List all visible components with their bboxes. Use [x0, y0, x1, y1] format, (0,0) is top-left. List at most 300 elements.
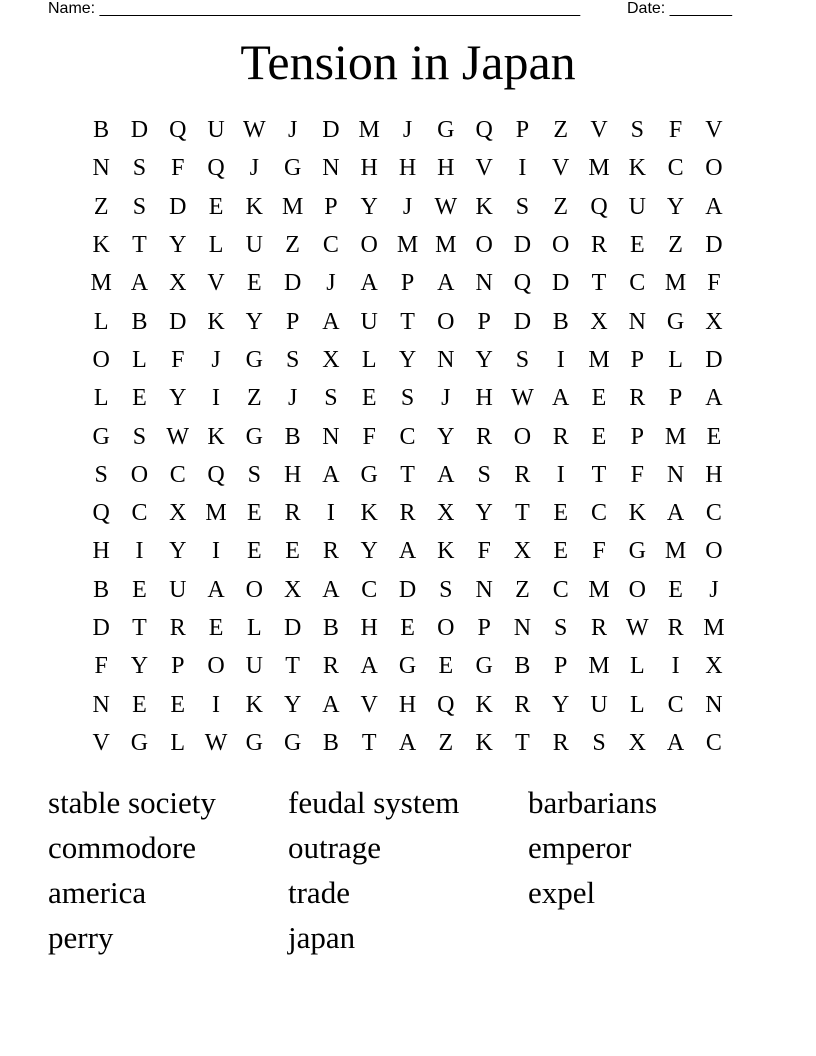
grid-letter: P: [285, 308, 300, 335]
grid-letter: E: [247, 538, 262, 565]
grid-letter: K: [360, 500, 378, 527]
grid-letter: S: [324, 385, 338, 412]
grid-letter: O: [705, 538, 723, 565]
word-list-item: stable society: [48, 785, 216, 820]
grid-letter: Y: [666, 193, 685, 220]
grid-letter: M: [396, 232, 419, 259]
grid-letter: J: [402, 193, 413, 220]
grid-letter: Z: [668, 232, 683, 259]
grid-letter: O: [628, 576, 646, 603]
grid-letter: R: [629, 385, 646, 412]
grid-letter: O: [475, 232, 493, 259]
word-list-item: america: [48, 875, 147, 910]
grid-letter: V: [475, 155, 493, 182]
grid-letter: C: [131, 500, 148, 527]
grid-letter: K: [207, 308, 225, 335]
grid-letter: Y: [398, 346, 417, 373]
grid-letter: Y: [169, 538, 187, 565]
grid-letter: A: [130, 270, 149, 297]
grid-letter: O: [245, 576, 263, 603]
grid-letter: D: [513, 232, 532, 259]
grid-letter: R: [399, 500, 416, 527]
grid-letter: Q: [169, 117, 187, 144]
grid-letter: X: [590, 308, 608, 335]
grid-letter: J: [249, 155, 259, 182]
word-list-item: expel: [528, 875, 596, 910]
grid-letter: H: [360, 615, 378, 641]
grid-letter: Y: [169, 385, 187, 412]
grid-letter: O: [130, 461, 149, 488]
grid-row: [82, 302, 733, 340]
grid-letter: R: [514, 691, 531, 718]
grid-letter: Z: [553, 193, 569, 220]
grid-letter: P: [400, 270, 415, 297]
grid-letter: B: [552, 308, 569, 335]
grid-letter: C: [705, 729, 722, 756]
grid-letter: A: [322, 308, 340, 335]
grid-letter: A: [322, 691, 340, 718]
grid-letter: E: [208, 193, 224, 220]
grid-letter: M: [664, 538, 687, 565]
grid-letter: E: [668, 576, 683, 603]
grid-letter: U: [245, 232, 263, 259]
grid-letter: R: [476, 423, 493, 450]
word-list: [48, 780, 768, 960]
grid-letter: G: [245, 423, 263, 450]
grid-letter: E: [438, 653, 454, 680]
grid-letter: B: [93, 117, 110, 144]
grid-letter: D: [130, 117, 149, 144]
grid-letter: E: [285, 538, 300, 565]
grid-letter: O: [207, 653, 225, 680]
grid-letter: A: [552, 385, 570, 412]
grid-letter: T: [132, 615, 147, 641]
grid-letter: V: [705, 117, 723, 144]
grid-letter: Q: [207, 155, 225, 182]
word-list-item: trade: [288, 875, 350, 910]
grid-letter: B: [131, 308, 148, 335]
grid-letter: B: [322, 615, 339, 641]
grid-letter: X: [628, 729, 646, 756]
grid-letter: I: [556, 346, 565, 373]
grid-letter: P: [515, 117, 530, 144]
grid-row: [82, 341, 733, 379]
grid-letter: F: [592, 538, 606, 565]
grid-letter: K: [475, 729, 493, 756]
grid-letter: F: [94, 653, 108, 680]
grid-letter: J: [287, 117, 298, 144]
grid-letter: L: [629, 691, 645, 718]
grid-letter: H: [398, 691, 417, 718]
grid-letter: L: [170, 729, 186, 756]
grid-letter: E: [400, 615, 415, 641]
grid-letter: W: [511, 385, 534, 412]
grid-letter: T: [361, 729, 377, 756]
grid-letter: C: [667, 155, 684, 182]
grid-letter: E: [247, 500, 262, 527]
grid-letter: D: [169, 308, 187, 335]
grid-letter: Q: [92, 500, 110, 527]
grid-letter: G: [437, 117, 455, 144]
grid-row: [82, 532, 733, 570]
grid-letter: S: [247, 461, 262, 488]
grid-letter: G: [245, 729, 263, 756]
grid-letter: F: [707, 270, 721, 297]
grid-letter: Z: [285, 232, 300, 259]
grid-letter: S: [132, 193, 147, 220]
grid-letter: J: [211, 346, 221, 373]
grid-letter: I: [326, 500, 335, 527]
word-list-item: japan: [288, 920, 356, 955]
grid-letter: H: [92, 538, 110, 565]
grid-letter: X: [513, 538, 532, 565]
grid-letter: L: [132, 346, 147, 373]
worksheet-header: [48, 0, 742, 20]
grid-letter: I: [135, 538, 144, 565]
grid-letter: C: [552, 576, 569, 603]
grid-letter: D: [705, 232, 723, 259]
grid-letter: R: [284, 500, 301, 527]
grid-letter: X: [705, 653, 723, 680]
grid-letter: M: [358, 117, 380, 144]
grid-letter: O: [360, 232, 378, 259]
grid-letter: N: [513, 615, 532, 641]
word-list-item: perry: [48, 920, 114, 955]
grid-letter: X: [169, 500, 187, 527]
grid-letter: E: [132, 576, 147, 603]
grid-letter: M: [588, 155, 610, 182]
grid-letter: I: [212, 691, 221, 718]
grid-letter: V: [360, 691, 378, 718]
word-list-item: outrage: [288, 830, 381, 865]
grid-letter: H: [475, 385, 493, 412]
grid-letter: X: [705, 308, 723, 335]
grid-letter: K: [92, 232, 110, 259]
grid-letter: A: [437, 461, 455, 488]
grid-letter: Q: [513, 270, 532, 297]
grid-letter: Z: [93, 193, 109, 220]
grid-letter: Q: [207, 461, 225, 488]
grid-letter: G: [398, 653, 417, 680]
grid-letter: R: [552, 423, 569, 450]
grid-letter: V: [92, 729, 110, 756]
grid-letter: C: [667, 691, 684, 718]
grid-letter: M: [588, 346, 610, 373]
grid-letter: Y: [360, 193, 378, 220]
grid-letter: E: [208, 615, 224, 641]
grid-letter: R: [322, 653, 339, 680]
grid-letter: A: [398, 538, 417, 565]
grid-letter: T: [591, 461, 607, 488]
grid-letter: A: [398, 729, 417, 756]
grid-letter: N: [705, 691, 723, 718]
grid-letter: K: [437, 538, 455, 565]
grid-letter: H: [283, 461, 302, 488]
grid-letter: N: [628, 308, 646, 335]
grid-letter: K: [245, 691, 263, 718]
grid-letter: R: [552, 729, 569, 756]
grid-letter: G: [666, 308, 685, 335]
grid-letter: X: [169, 270, 187, 297]
grid-letter: G: [360, 461, 378, 488]
grid-letter: K: [245, 193, 263, 220]
grid-letter: L: [208, 232, 224, 259]
grid-letter: W: [243, 117, 266, 144]
grid-letter: G: [245, 346, 263, 373]
grid-letter: I: [212, 385, 221, 412]
grid-letter: T: [132, 232, 147, 259]
grid-letter: P: [554, 653, 568, 680]
grid-letter: K: [207, 423, 225, 450]
grid-letter: S: [630, 117, 644, 144]
grid-letter: A: [705, 193, 723, 220]
grid-letter: E: [247, 270, 262, 297]
grid-letter: G: [628, 538, 646, 565]
grid-letter: O: [552, 232, 570, 259]
grid-letter: M: [90, 270, 112, 297]
grid-letter: P: [630, 423, 644, 450]
grid-letter: G: [92, 423, 110, 450]
grid-letter: G: [283, 729, 302, 756]
grid-letter: L: [93, 385, 109, 412]
grid-letter: C: [361, 576, 378, 603]
grid-row: [82, 609, 733, 647]
grid-letter: U: [360, 308, 378, 335]
date-field: Date: _______: [627, 0, 732, 17]
grid-letter: D: [513, 308, 532, 335]
grid-row: [82, 494, 733, 532]
letter-grid: [82, 111, 733, 762]
grid-letter: O: [513, 423, 532, 450]
word-list-item: barbarians: [528, 785, 658, 820]
grid-letter: C: [169, 461, 186, 488]
grid-letter: M: [588, 653, 610, 680]
grid-letter: S: [439, 576, 453, 603]
grid-letter: K: [475, 193, 493, 220]
grid-letter: P: [477, 615, 491, 641]
grid-letter: N: [475, 270, 493, 297]
grid-letter: G: [130, 729, 149, 756]
grid-letter: S: [592, 729, 606, 756]
grid-letter: X: [283, 576, 302, 603]
grid-letter: E: [132, 691, 147, 718]
grid-letter: C: [705, 500, 722, 527]
grid-letter: A: [437, 270, 455, 297]
grid-letter: Z: [515, 576, 530, 603]
grid-letter: E: [132, 385, 147, 412]
grid-letter: E: [591, 423, 607, 450]
grid-letter: R: [322, 538, 339, 565]
grid-letter: V: [207, 270, 225, 297]
word-list-item: emperor: [528, 830, 632, 865]
grid-letter: F: [668, 117, 683, 144]
grid-letter: A: [666, 500, 685, 527]
grid-letter: N: [322, 155, 340, 182]
grid-letter: D: [92, 615, 110, 641]
grid-letter: Q: [437, 691, 455, 718]
grid-letter: C: [591, 500, 608, 527]
grid-letter: V: [552, 155, 570, 182]
grid-row: [82, 417, 733, 455]
grid-letter: A: [705, 385, 723, 412]
grid-letter: Q: [475, 117, 493, 144]
grid-letter: O: [705, 155, 723, 182]
grid-letter: Z: [438, 729, 454, 756]
grid-letter: G: [475, 653, 493, 680]
grid-letter: S: [132, 423, 147, 450]
grid-letter: S: [285, 346, 300, 373]
grid-letter: L: [361, 346, 377, 373]
grid-letter: P: [171, 653, 185, 680]
grid-letter: M: [703, 615, 725, 641]
grid-letter: N: [475, 576, 493, 603]
grid-row: [82, 264, 733, 302]
grid-letter: T: [591, 270, 607, 297]
grid-letter: W: [434, 193, 458, 220]
grid-letter: R: [591, 615, 608, 641]
grid-letter: Y: [475, 346, 493, 373]
grid-letter: E: [170, 691, 186, 718]
grid-letter: Y: [283, 691, 302, 718]
grid-letter: Y: [130, 653, 149, 680]
grid-letter: F: [477, 538, 491, 565]
grid-letter: A: [322, 576, 340, 603]
grid-letter: P: [324, 193, 338, 220]
grid-letter: N: [437, 346, 455, 373]
grid-letter: W: [166, 423, 190, 450]
grid-letter: E: [706, 423, 722, 450]
word-list-item: commodore: [48, 830, 197, 865]
grid-letter: D: [283, 615, 302, 641]
grid-letter: G: [283, 155, 302, 182]
grid-row: [82, 379, 733, 417]
grid-letter: U: [245, 653, 263, 680]
grid-letter: U: [628, 193, 646, 220]
grid-letter: O: [437, 308, 455, 335]
grid-letter: E: [591, 385, 607, 412]
grid-letter: T: [515, 500, 530, 527]
grid-letter: J: [287, 385, 298, 412]
grid-letter: L: [93, 308, 109, 335]
grid-letter: Y: [360, 538, 378, 565]
grid-letter: R: [591, 232, 608, 259]
grid-letter: K: [628, 500, 646, 527]
grid-letter: H: [398, 155, 417, 182]
grid-letter: A: [360, 270, 378, 297]
grid-letter: S: [477, 461, 491, 488]
grid-letter: E: [629, 232, 645, 259]
grid-letter: M: [205, 500, 227, 527]
grid-letter: T: [400, 308, 415, 335]
grid-row: [82, 647, 733, 685]
grid-letter: A: [322, 461, 340, 488]
grid-letter: C: [322, 232, 339, 259]
grid-letter: I: [556, 461, 565, 488]
grid-letter: L: [629, 653, 645, 680]
grid-letter: M: [664, 423, 687, 450]
grid-letter: H: [705, 461, 723, 488]
grid-letter: Y: [245, 308, 263, 335]
grid-letter: F: [171, 155, 185, 182]
grid-letter: J: [709, 576, 719, 603]
grid-letter: P: [668, 385, 683, 412]
grid-letter: X: [322, 346, 340, 373]
grid-letter: D: [169, 193, 187, 220]
grid-letter: W: [625, 615, 649, 641]
grid-row: [82, 111, 733, 149]
grid-letter: E: [553, 538, 569, 565]
page-title: Tension in Japan: [240, 34, 576, 90]
grid-letter: U: [207, 117, 225, 144]
grid-letter: K: [628, 155, 646, 182]
grid-letter: D: [398, 576, 417, 603]
grid-row: [82, 149, 733, 187]
grid-letter: L: [668, 346, 683, 373]
name-field: Name: ______________________________________________________: [48, 0, 581, 17]
grid-letter: B: [322, 729, 339, 756]
grid-letter: J: [441, 385, 451, 412]
grid-letter: V: [590, 117, 608, 144]
grid-letter: Y: [437, 423, 455, 450]
grid-letter: A: [360, 653, 378, 680]
grid-letter: L: [247, 615, 262, 641]
grid-letter: I: [212, 538, 221, 565]
grid-letter: R: [169, 615, 186, 641]
grid-letter: S: [94, 461, 108, 488]
grid-letter: R: [667, 615, 684, 641]
grid-letter: T: [400, 461, 415, 488]
grid-letter: Z: [247, 385, 262, 412]
grid-row: [82, 456, 733, 494]
grid-letter: X: [437, 500, 455, 527]
grid-row: [82, 226, 733, 264]
grid-letter: H: [360, 155, 378, 182]
grid-letter: Q: [590, 193, 608, 220]
grid-letter: W: [204, 729, 228, 756]
grid-letter: T: [285, 653, 300, 680]
grid-letter: S: [515, 346, 530, 373]
grid-letter: A: [207, 576, 225, 603]
grid-letter: S: [554, 615, 568, 641]
grid-letter: B: [93, 576, 110, 603]
grid-letter: F: [171, 346, 185, 373]
grid-row: [82, 685, 733, 723]
grid-letter: N: [666, 461, 685, 488]
grid-letter: S: [515, 193, 530, 220]
grid-letter: M: [435, 232, 457, 259]
grid-letter: M: [664, 270, 687, 297]
grid-letter: P: [630, 346, 644, 373]
grid-letter: P: [477, 308, 491, 335]
grid-letter: Z: [553, 117, 569, 144]
grid-letter: F: [630, 461, 644, 488]
grid-letter: S: [400, 385, 415, 412]
grid-letter: M: [588, 576, 610, 603]
grid-letter: Y: [475, 500, 493, 527]
grid-letter: N: [322, 423, 340, 450]
grid-letter: K: [475, 691, 493, 718]
grid-letter: B: [514, 653, 531, 680]
grid-letter: J: [326, 270, 336, 297]
grid-letter: A: [666, 729, 685, 756]
grid-letter: O: [92, 346, 110, 373]
grid-letter: B: [284, 423, 301, 450]
grid-letter: O: [437, 615, 455, 641]
grid-letter: H: [437, 155, 455, 182]
grid-letter: D: [283, 270, 302, 297]
grid-letter: C: [629, 270, 646, 297]
grid-letter: T: [515, 729, 530, 756]
